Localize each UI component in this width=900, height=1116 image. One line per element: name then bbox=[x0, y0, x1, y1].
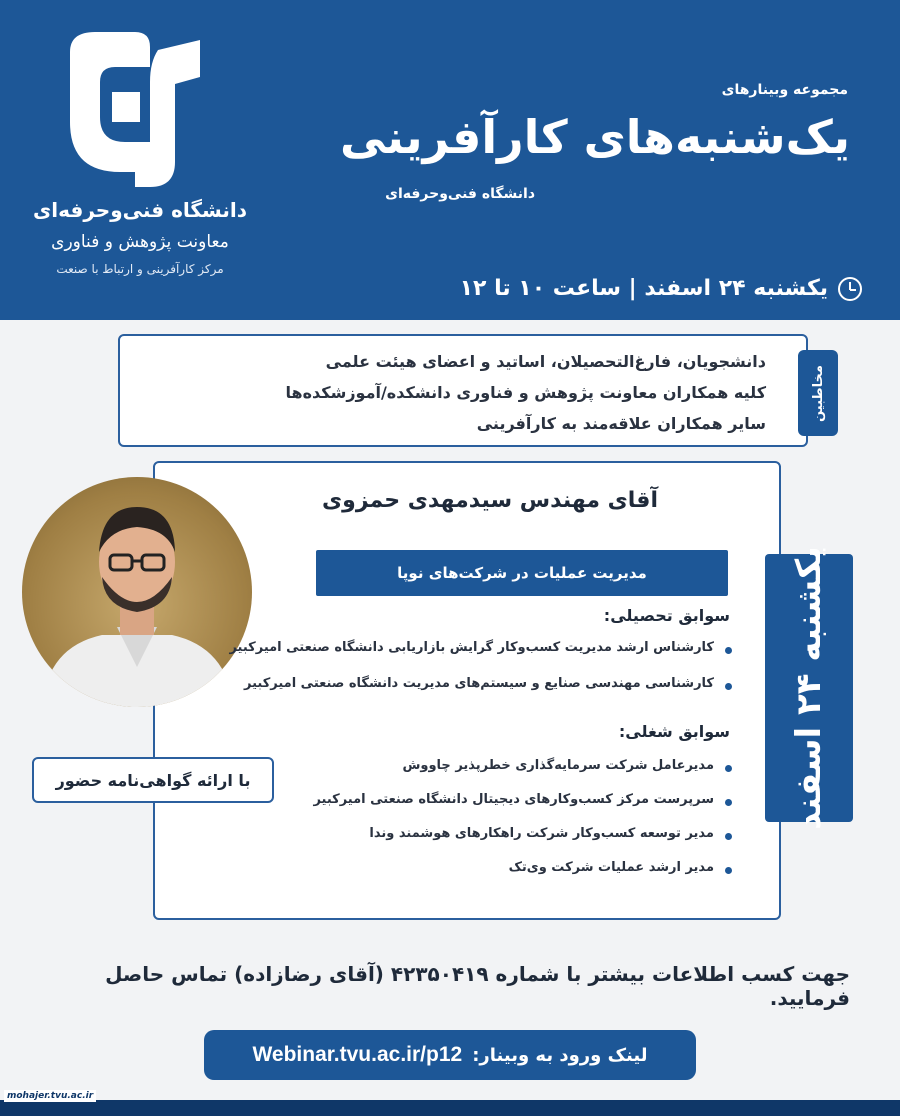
header-banner bbox=[0, 0, 900, 320]
series-university: دانشگاه فنی‌وحرفه‌ای bbox=[385, 186, 535, 202]
webinar-link-bar[interactable] bbox=[204, 1030, 696, 1080]
list-item: کارشناس ارشد مدیریت کسب‌وکار گرایش بازاریابی دانشگاه صنعتی امیرکبیر bbox=[229, 640, 732, 676]
date-vertical-badge bbox=[765, 546, 853, 830]
speaker-photo bbox=[22, 477, 252, 707]
audience-list bbox=[286, 346, 767, 439]
list-item: مدیر توسعه کسب‌وکار شرکت راهکارهای هوشمند وندا bbox=[313, 826, 732, 860]
webinar-link-label: لینک ورود به وبینار: bbox=[472, 1044, 648, 1066]
job-list bbox=[313, 758, 732, 894]
deputy-name: معاونت پژوهش و فناوری bbox=[51, 232, 229, 252]
education-title: سوابق تحصیلی: bbox=[603, 606, 730, 625]
audience-line: سایر همکاران علاقه‌مند به کارآفرینی bbox=[476, 414, 766, 433]
education-list bbox=[229, 640, 732, 712]
date-vertical-text: یکشنبه ۲۴ اسفند bbox=[789, 546, 830, 830]
contact-info: جهت کسب اطلاعات بیشتر با شماره ۴۲۳۵۰۴۱۹ (آقای رضازاده) تماس حاصل فرمایید. bbox=[105, 962, 850, 1010]
audience-tag-label: مخاطبین bbox=[810, 364, 826, 422]
list-item: سرپرست مرکز کسب‌وکارهای دیجیتال دانشگاه صنعتی امیرکبیر bbox=[313, 792, 732, 826]
audience-line: کلیه همکاران معاونت پژوهش و فناوری دانشکده/آموزشکده‌ها bbox=[285, 383, 766, 402]
speaker-name: آقای مهندس سیدمهدی حمزوی bbox=[321, 488, 658, 513]
series-subtitle: مجموعه وبینارهای bbox=[721, 82, 848, 98]
speaker-portrait-icon bbox=[22, 477, 252, 707]
series-title: یک‌شنبه‌های کارآفرینی bbox=[340, 110, 850, 164]
list-item: مدیرعامل شرکت سرمایه‌گذاری خطرپذیر چاووش bbox=[313, 758, 732, 792]
webinar-topic: مدیریت عملیات در شرکت‌های نوپا bbox=[316, 550, 728, 596]
university-name: دانشگاه فنی‌وحرفه‌ای bbox=[32, 198, 248, 222]
university-logo-icon bbox=[40, 22, 220, 202]
list-item: مدیر ارشد عملیات شرکت وی‌تک bbox=[313, 860, 732, 894]
watermark: mohajer.tvu.ac.ir bbox=[4, 1090, 96, 1102]
center-name: مرکز کارآفرینی و ارتباط با صنعت bbox=[56, 262, 224, 276]
event-datetime-text: یکشنبه ۲۴ اسفند | ساعت ۱۰ تا ۱۲ bbox=[459, 276, 828, 301]
audience-box bbox=[118, 334, 808, 447]
certificate-badge: با ارائه گواهی‌نامه حضور bbox=[32, 757, 274, 803]
webinar-link[interactable]: Webinar.tvu.ac.ir/p12 bbox=[252, 1043, 463, 1066]
event-datetime bbox=[460, 276, 862, 301]
list-item: کارشناسی مهندسی صنایع و سیستم‌های مدیریت دانشگاه صنعتی امیرکبیر bbox=[229, 676, 732, 712]
audience-line: دانشجویان، فارغ‌التحصیلان، اساتید و اعضای هیئت علمی bbox=[325, 352, 766, 371]
job-title: سوابق شغلی: bbox=[618, 722, 730, 741]
footer-strip bbox=[0, 1100, 900, 1116]
audience-tag bbox=[798, 350, 838, 436]
clock-icon bbox=[838, 277, 862, 301]
